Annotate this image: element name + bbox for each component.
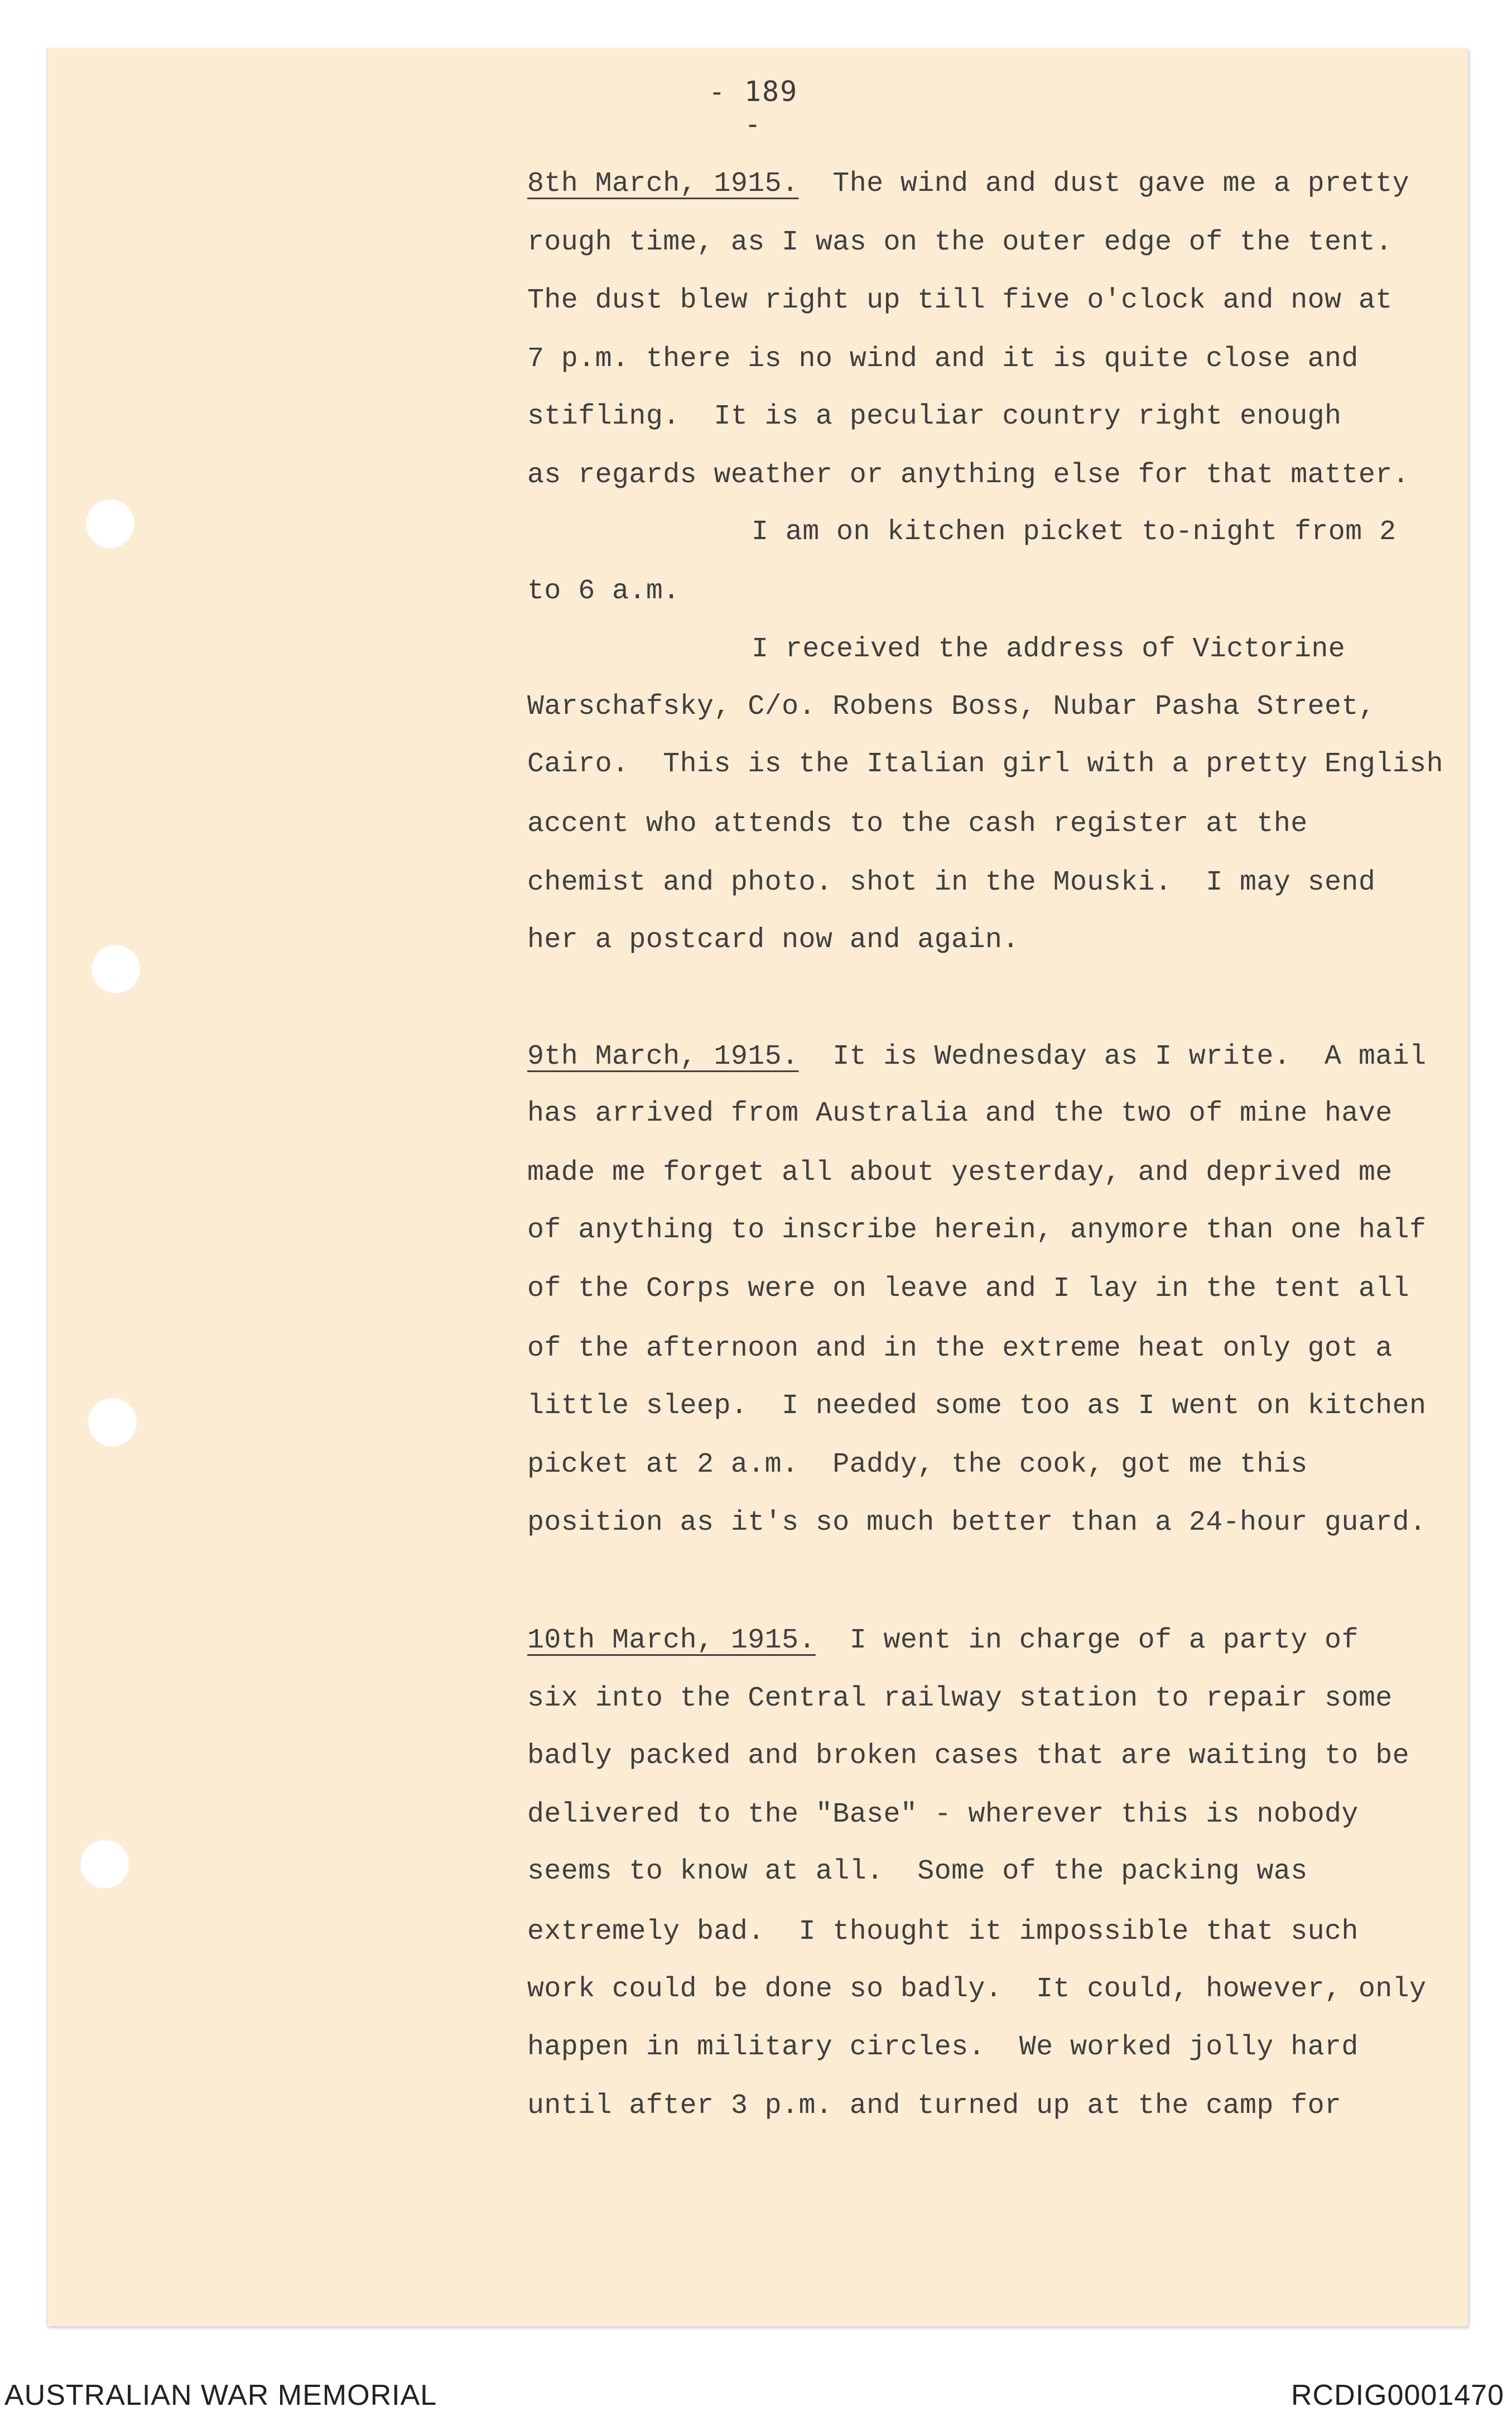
entry-text-line: extremely bad. I thought it impossible that such xyxy=(527,1916,1359,1948)
page-number: - 189 - xyxy=(708,75,798,140)
entry-8th-march-line-1 xyxy=(527,155,1409,213)
entry-text-line: little sleep. I needed some too as I went on kitchen xyxy=(527,1390,1427,1422)
entry-text-line: picket at 2 a.m. Paddy, the cook, got me this xyxy=(527,1449,1308,1481)
entry-text-line: work could be done so badly. It could, however, only xyxy=(527,1973,1427,2005)
entry-text-line: until after 3 p.m. and turned up at the camp for xyxy=(527,2090,1342,2122)
entry-date: 8th March, 1915. xyxy=(527,168,799,200)
entry-date: 10th March, 1915. xyxy=(527,1625,816,1656)
entry-text-line: The wind and dust gave me a pretty xyxy=(832,168,1410,200)
entry-text-line: of the afternoon and in the extreme heat only got a xyxy=(527,1333,1393,1365)
entry-text-line: happen in military circles. We worked jolly hard xyxy=(527,2031,1359,2063)
entry-text-line: Warschafsky, C/o. Robens Boss, Nubar Pasha Street, xyxy=(527,691,1376,723)
entry-text-line: made me forget all about yesterday, and deprived me xyxy=(527,1157,1393,1189)
archive-credit: AUSTRALIAN WAR MEMORIAL xyxy=(4,2379,437,2412)
entry-text-line: accent who attends to the cash register at the xyxy=(527,808,1308,840)
entry-text-line: It is Wednesday as I write. A mail xyxy=(832,1041,1427,1073)
entry-text-line: rough time, as I was on the outer edge of the tent. xyxy=(527,227,1393,258)
entry-text-line: position as it's so much better than a 24-hour guard. xyxy=(527,1507,1427,1539)
entry-text-line: has arrived from Australia and the two of mine have xyxy=(527,1098,1393,1130)
entry-9th-march-line-1 xyxy=(527,1028,1426,1086)
punch-hole-4 xyxy=(80,1839,129,1889)
entry-date: 9th March, 1915. xyxy=(527,1041,799,1073)
entry-text-line: chemist and photo. shot in the Mouski. I may send xyxy=(527,867,1376,899)
entry-text-line: I went in charge of a party of xyxy=(849,1625,1359,1656)
entry-text-line: badly packed and broken cases that are waiting to be xyxy=(527,1740,1410,1772)
entry-text-line: I received the address of Victorine xyxy=(752,633,1346,665)
entry-text-line: her a postcard now and again. xyxy=(527,924,1019,956)
entry-text-line: 7 p.m. there is no wind and it is quite close and xyxy=(527,343,1359,375)
record-identifier: RCDIG0001470 xyxy=(1291,2379,1504,2412)
entry-text-line: six into the Central railway station to repair some xyxy=(527,1683,1393,1714)
entry-text-line: seems to know at all. Some of the packing was xyxy=(527,1856,1308,1887)
entry-text-line: of the Corps were on leave and I lay in the tent all xyxy=(527,1273,1410,1305)
entry-text-line: of anything to inscribe herein, anymore than one half xyxy=(527,1214,1427,1246)
entry-text-line: stifling. It is a peculiar country right enough xyxy=(527,401,1342,433)
punch-hole-1 xyxy=(85,499,134,548)
entry-text-line: as regards weather or anything else for that matter. xyxy=(527,459,1410,491)
entry-text-line: The dust blew right up till five o'clock and now at xyxy=(527,285,1393,316)
punch-hole-3 xyxy=(88,1397,137,1447)
entry-text-line: I am on kitchen picket to-night from 2 xyxy=(752,516,1397,548)
entry-text-line: Cairo. This is the Italian girl with a pretty English xyxy=(527,748,1443,780)
entry-text-line: delivered to the "Base" - wherever this is nobody xyxy=(527,1799,1359,1831)
punch-hole-2 xyxy=(91,944,140,993)
entry-10th-march-line-1 xyxy=(527,1612,1359,1670)
entry-text-line: to 6 a.m. xyxy=(527,575,680,607)
